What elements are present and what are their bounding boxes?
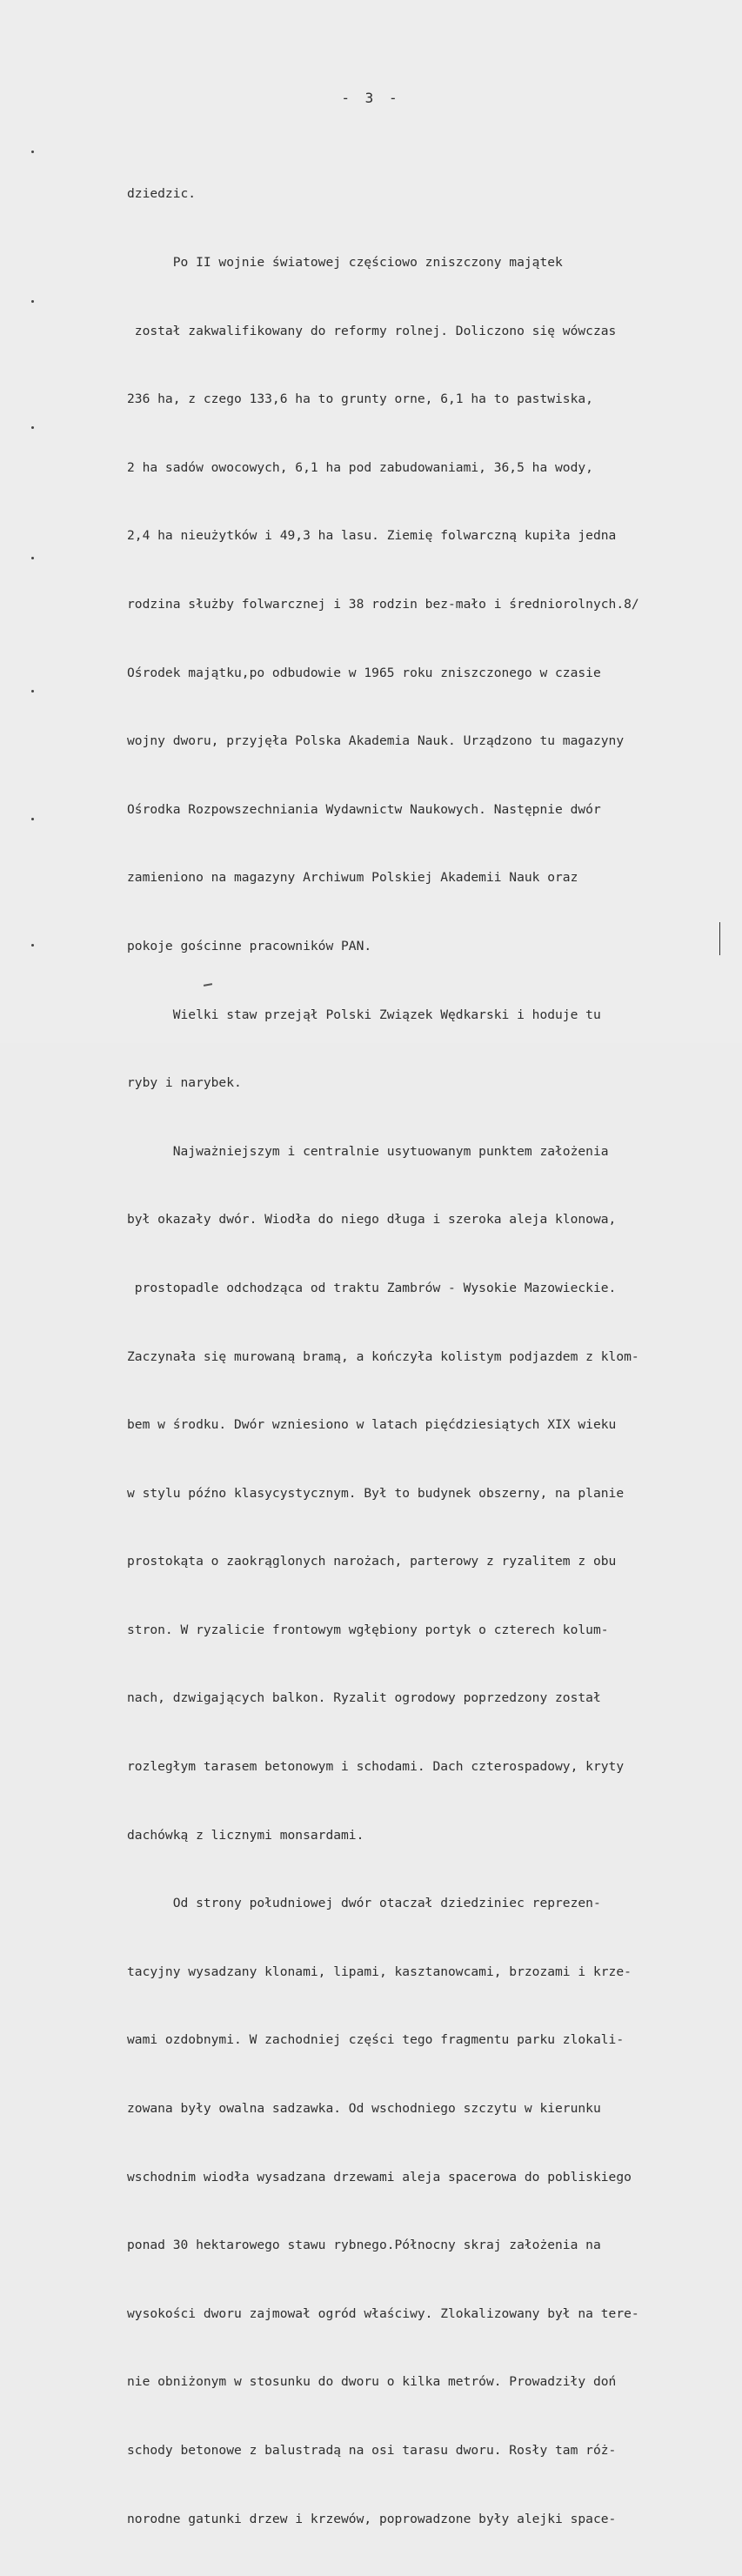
margin-pencil-mark: [719, 922, 720, 955]
text-line: Po II wojnie światowej częściowo zniszczony majątek: [127, 255, 563, 270]
text-line: rozległym tarasem betonowym i schodami. Dach czterospadowy, kryty: [127, 1759, 625, 1775]
margin-dot: [31, 690, 34, 693]
text-line: zowana były owalna sadzawka. Od wschodniego szczytu w kierunku: [127, 2101, 601, 2117]
text-line: rodzina służby folwarcznej i 38 rodzin bez-mało i średniorolnych.8/: [127, 596, 639, 612]
text-line: Ośrodek majątku,po odbudowie w 1965 roku zniszczonego w czasie: [127, 665, 601, 680]
text-line: Wielki staw przejął Polski Związek Wędkarski i hoduje tu: [127, 1007, 601, 1022]
text-line: wojny dworu, przyjęła Polska Akademia Nauk. Urządzono tu magazyny: [127, 733, 625, 749]
margin-dot: [31, 151, 34, 153]
page-number: - 3 -: [341, 90, 401, 106]
text-line: 2,4 ha nieużytków i 49,3 ha lasu. Ziemię folwarczną kupiła jedna: [127, 528, 617, 544]
text-line: Ośrodka Rozpowszechniania Wydawnictw Naukowych. Następnie dwór: [127, 801, 601, 817]
text-line: dachówką z licznymi monsardami.: [127, 1827, 364, 1843]
text-line: wysokości dworu zajmował ogród właściwy. Zlokalizowany był na tere-: [127, 2305, 639, 2321]
text-line: w stylu późno klasycystycznym. Był to budynek obszerny, na planie: [127, 1485, 625, 1501]
text-line: schody betonowe z balustradą na osi tarasu dworu. Rosły tam róż-: [127, 2443, 617, 2458]
text-line: nach, dzwigających balkon. Ryzalit ogrodowy poprzedzony został: [127, 1690, 601, 1706]
text-line: prostokąta o zaokrąglonych narożach, parterowy z ryzalitem z obu: [127, 1554, 617, 1569]
body-text: [127, 137, 719, 2576]
text-line: zamieniono na magazyny Archiwum Polskiej Akademii Nauk oraz: [127, 870, 578, 886]
text-line: ponad 30 hektarowego stawu rybnego.Północny skraj założenia na: [127, 2238, 601, 2253]
text-line: Zaczynała się murowaną bramą, a kończyła kolistym podjazdem z klom-: [127, 1348, 639, 1364]
text-line: 2 ha sadów owocowych, 6,1 ha pod zabudowaniami, 36,5 ha wody,: [127, 459, 593, 475]
margin-dot: [31, 300, 34, 303]
text-line: wschodnim wiodła wysadzana drzewami aleja spacerowa do pobliskiego: [127, 2169, 632, 2185]
text-line: wami ozdobnymi. W zachodniej części tego fragmentu parku zlokali-: [127, 2032, 625, 2048]
text-line: stron. W ryzalicie frontowym wgłębiony portyk o czterech kolum-: [127, 1622, 609, 1637]
text-line: był okazały dwór. Wiodła do niego długa i szeroka aleja klonowa,: [127, 1212, 617, 1228]
text-line: 236 ha, z czego 133,6 ha to grunty orne, 6,1 ha to pastwiska,: [127, 391, 593, 407]
text-line: prostopadle odchodząca od traktu Zambrów - Wysokie Mazowieckie.: [127, 1280, 617, 1295]
margin-dot: [31, 944, 34, 947]
text-line: tacyjny wysadzany klonami, lipami, kasztanowcami, brzozami i krze-: [127, 1964, 632, 1979]
text-line: Od strony południowej dwór otaczał dziedziniec reprezen-: [127, 1896, 601, 1911]
text-line: bem w środku. Dwór wzniesiono w latach pięćdziesiątych XIX wieku: [127, 1417, 617, 1433]
text-line: pokoje gościnne pracowników PAN.: [127, 938, 372, 953]
margin-dot: [31, 818, 34, 820]
text-line: został zakwalifikowany do reformy rolnej. Doliczono się wówczas: [127, 323, 617, 338]
text-line: nie obniżonym w stosunku do dworu o kilka metrów. Prowadziły doń: [127, 2374, 617, 2390]
margin-dot: [31, 557, 34, 559]
text-line: dziedzic.: [127, 186, 197, 202]
text-line: ryby i narybek.: [127, 1075, 242, 1091]
text-line: Najważniejszym i centralnie usytuowanym punktem założenia: [127, 1143, 609, 1159]
margin-dot: [31, 426, 34, 429]
text-line: norodne gatunki drzew i krzewów, poprowadzone były alejki space-: [127, 2511, 617, 2526]
